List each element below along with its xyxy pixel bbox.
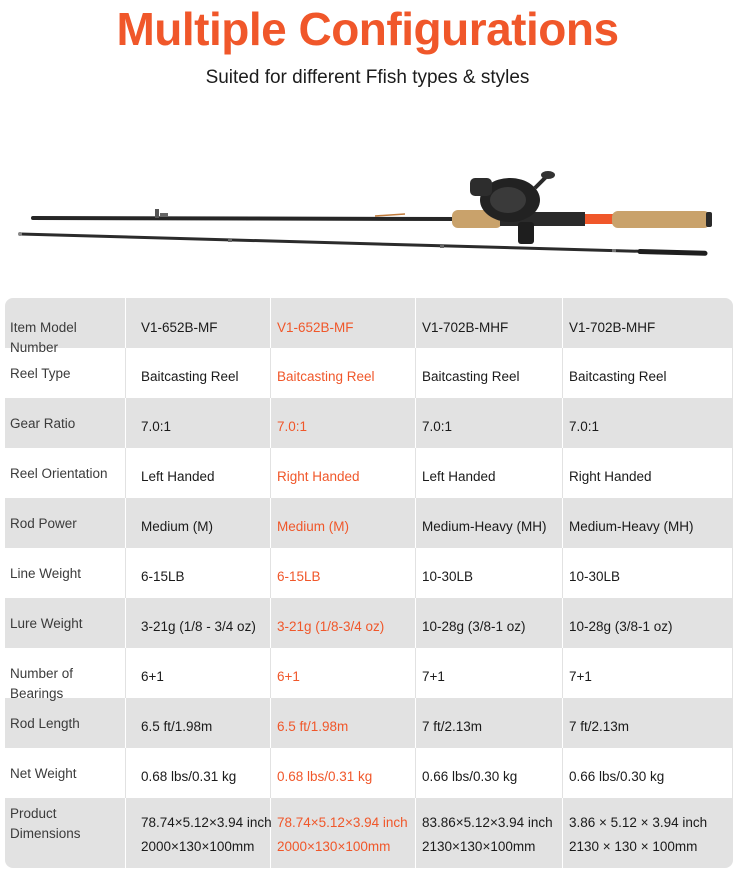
table-cell: V1-652B-MF xyxy=(271,298,416,348)
dimension-mm: 2130 × 130 × 100mm xyxy=(569,839,698,854)
table-cell: Baitcasting Reel xyxy=(271,348,416,398)
table-row xyxy=(5,798,733,868)
table-row xyxy=(5,348,733,398)
table-cell: Right Handed xyxy=(563,448,733,498)
dimension-mm: 2000×130×100mm xyxy=(141,839,255,854)
row-label: Item Model Number xyxy=(5,298,126,348)
table-cell: Baitcasting Reel xyxy=(563,348,733,398)
table-cell: 7 ft/2.13m xyxy=(416,698,563,748)
table-cell: 10-30LB xyxy=(563,548,733,598)
table-row xyxy=(5,398,733,448)
dimension-inch: 78.74×5.12×3.94 inch xyxy=(141,815,272,830)
table-row xyxy=(5,748,733,798)
table-cell: 0.66 lbs/0.30 kg xyxy=(563,748,733,798)
table-cell: 10-30LB xyxy=(416,548,563,598)
table-cell: V1-652B-MF xyxy=(126,298,271,348)
table-cell: 6+1 xyxy=(126,648,271,698)
row-label: Line Weight xyxy=(5,548,126,598)
table-row xyxy=(5,698,733,748)
row-label: Product Dimensions xyxy=(5,798,126,868)
page-subtitle: Suited for different Ffish types & styles xyxy=(205,67,530,88)
table-cell: 0.66 lbs/0.30 kg xyxy=(416,748,563,798)
dimension-inch: 78.74×5.12×3.94 inch xyxy=(277,815,408,830)
table-cell: 6-15LB xyxy=(271,548,416,598)
row-label: Rod Power xyxy=(5,498,126,548)
table-cell xyxy=(416,798,563,868)
table-cell xyxy=(126,798,271,868)
row-label: Lure Weight xyxy=(5,598,126,648)
table-cell: 7+1 xyxy=(563,648,733,698)
row-label: Reel Orientation xyxy=(5,448,126,498)
dimension-inch: 83.86×5.12×3.94 inch xyxy=(422,815,553,830)
row-label: Gear Ratio xyxy=(5,398,126,448)
row-label: Net Weight xyxy=(5,748,126,798)
table-cell: V1-702B-MHF xyxy=(569,320,656,335)
table-cell: 6+1 xyxy=(271,648,416,698)
table-cell: Right Handed xyxy=(271,448,416,498)
row-label: Rod Length xyxy=(5,698,126,748)
table-row xyxy=(5,498,733,548)
table-cell: Baitcasting Reel xyxy=(416,348,563,398)
table-cell: Baitcasting Reel xyxy=(126,348,271,398)
table-cell: Medium-Heavy (MH) xyxy=(416,498,563,548)
table-cell: 7.0:1 xyxy=(569,419,600,434)
table-cell: 7 ft/2.13m xyxy=(569,719,630,734)
table-row xyxy=(5,598,733,648)
table-cell xyxy=(563,798,733,868)
table-cell: Medium (M) xyxy=(271,498,416,548)
table-cell: 10-28g (3/8-1 oz) xyxy=(416,598,563,648)
table-cell: Medium-Heavy (MH) xyxy=(569,519,694,534)
row-label: Reel Type xyxy=(5,348,126,398)
table-row xyxy=(5,298,733,355)
table-cell: 7+1 xyxy=(416,648,563,698)
table-cell: 6.5 ft/1.98m xyxy=(126,698,271,748)
fishing-rod-image xyxy=(0,160,735,270)
dimension-mm: 2000×130×100mm xyxy=(277,839,391,854)
table-row xyxy=(5,448,733,498)
specs-table xyxy=(5,298,733,868)
table-cell: 3-21g (1/8 - 3/4 oz) xyxy=(126,598,271,648)
table-cell: 3-21g (1/8-3/4 oz) xyxy=(271,598,416,648)
page-title: Multiple Configurations xyxy=(116,3,619,55)
table-cell: Medium (M) xyxy=(126,498,271,548)
table-row xyxy=(5,648,733,701)
table-cell: 7.0:1 xyxy=(126,398,271,448)
row-label: Number of Bearings xyxy=(5,648,126,698)
table-cell: 0.68 lbs/0.31 kg xyxy=(271,748,416,798)
dimension-inch: 3.86 × 5.12 × 3.94 inch xyxy=(569,815,708,830)
table-cell: 0.68 lbs/0.31 kg xyxy=(126,748,271,798)
table-cell: 6-15LB xyxy=(126,548,271,598)
table-cell: Left Handed xyxy=(126,448,271,498)
dimension-mm: 2130×130×100mm xyxy=(422,839,536,854)
table-row xyxy=(5,548,733,598)
table-cell: 10-28g (3/8-1 oz) xyxy=(569,619,673,634)
table-cell: V1-702B-MHF xyxy=(416,298,563,348)
table-cell xyxy=(271,798,416,868)
table-cell: 6.5 ft/1.98m xyxy=(271,698,416,748)
table-cell: Left Handed xyxy=(416,448,563,498)
table-cell: 7.0:1 xyxy=(416,398,563,448)
table-cell: 7.0:1 xyxy=(271,398,416,448)
